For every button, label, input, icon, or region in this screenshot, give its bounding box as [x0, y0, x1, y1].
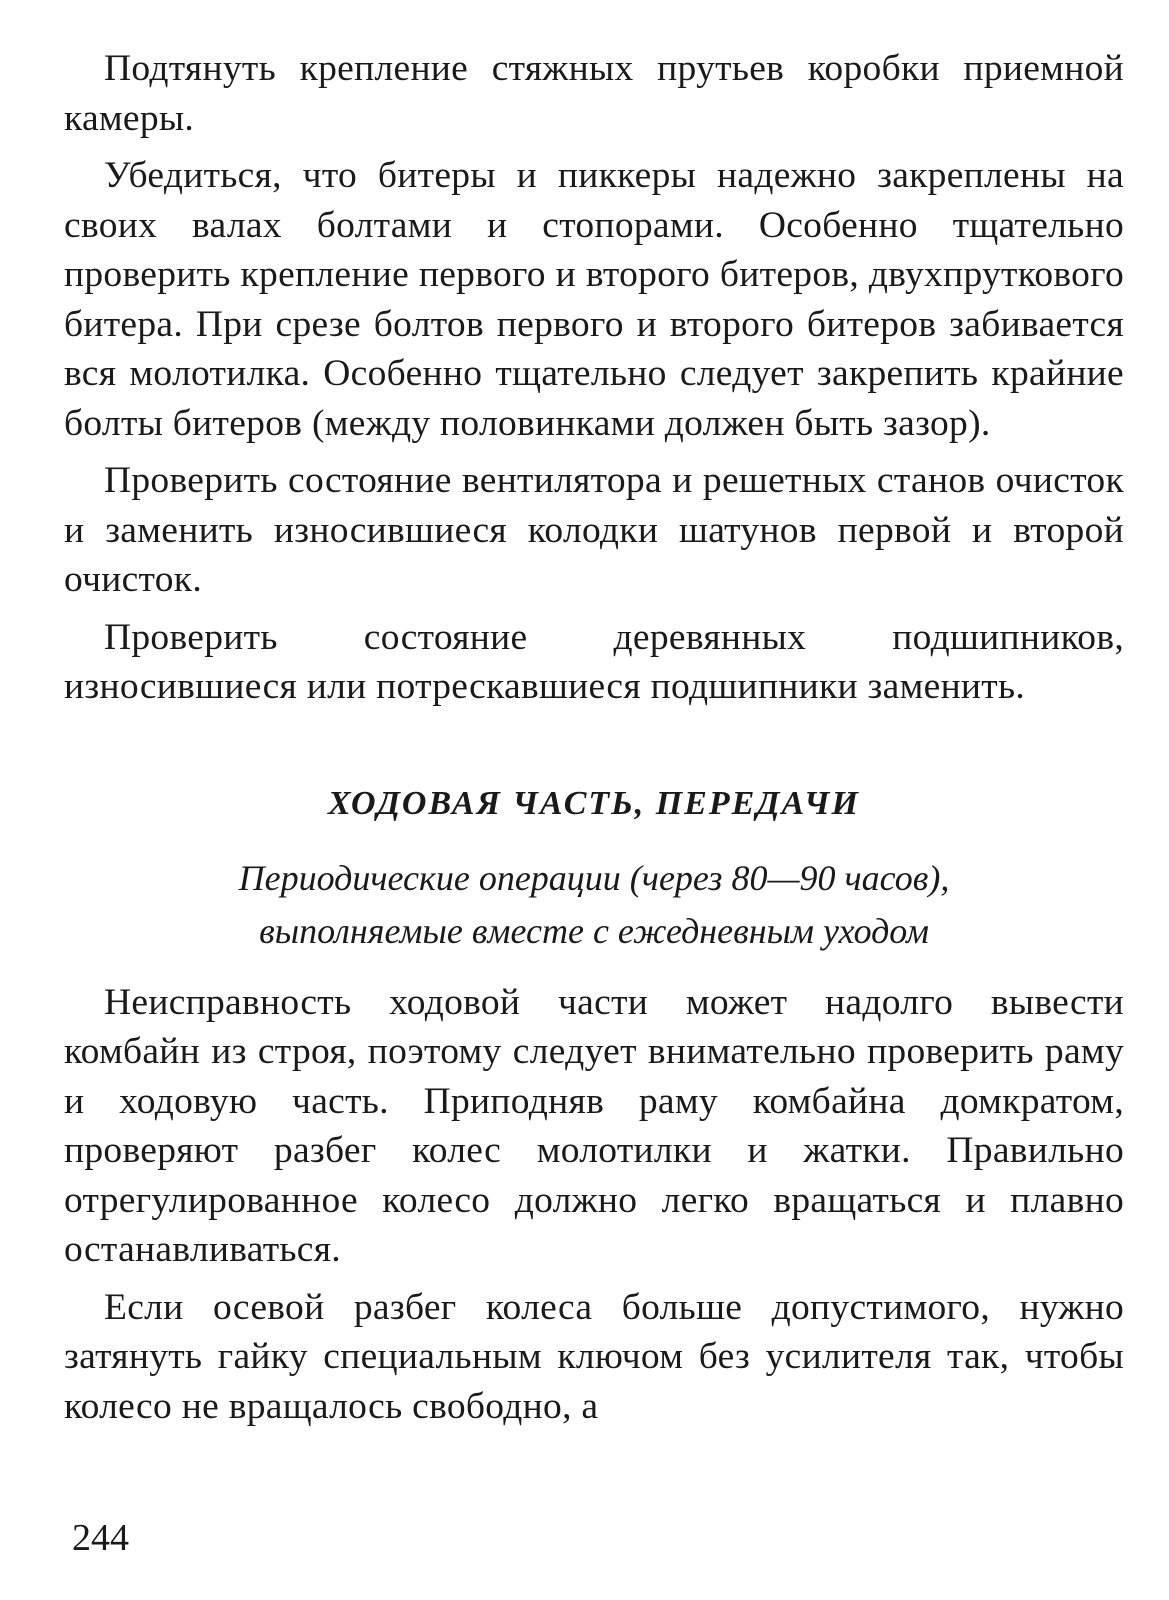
subheading-line-1: Периодические операции (через 80—90 часов),	[238, 857, 950, 898]
paragraph-bearings-check: Проверить состояние деревянных подшипников, износившиеся или потрескавшиеся подшипники заменить.	[64, 616, 1124, 707]
subheading	[64, 852, 1124, 958]
paragraph-beaters-check: Убедиться, что битеры и пиккеры надежно закреплены на своих валах болтами и стопорами. Особенно тщательно проверить крепление первого и второго битеров, двухпруткового битера. При срезе болтов первого и второго битеров забивается вся молотилка. Особенно тщательно следует закрепить крайние болты битеров (между половинками должен быть зазор).	[64, 155, 1124, 444]
paragraph-wheel-runout: Если осевой разбег колеса больше допустимого, нужно затянуть гайку специальным ключом без усилителя так, чтобы колесо не вращалось свободно, а	[64, 1286, 1124, 1427]
paragraph-chassis-check: Неисправность ходовой части может надолго вывести комбайн из строя, поэтому следует внимательно проверить раму и ходовую часть. Приподняв раму комбайна домкратом, проверяют разбег колес молотилки и жатки. Правильно отрегулированное колесо должно легко вращаться и плавно останавливаться.	[64, 981, 1124, 1270]
paragraph-fan-check: Проверить состояние вентилятора и решетных станов очисток и заменить износившиеся колодки шатунов первой и второй очисток.	[64, 460, 1124, 600]
page-content	[64, 44, 1124, 1431]
subheading-line-2: выполняемые вместе с ежедневным уходом	[259, 910, 929, 951]
paragraph-tighten-rods: Подтянуть крепление стяжных прутьев коробки приемной камеры.	[64, 48, 1124, 139]
section-heading: ХОДОВАЯ ЧАСТЬ, ПЕРЕДАЧИ	[328, 784, 860, 822]
page-number: 244	[72, 1517, 129, 1559]
